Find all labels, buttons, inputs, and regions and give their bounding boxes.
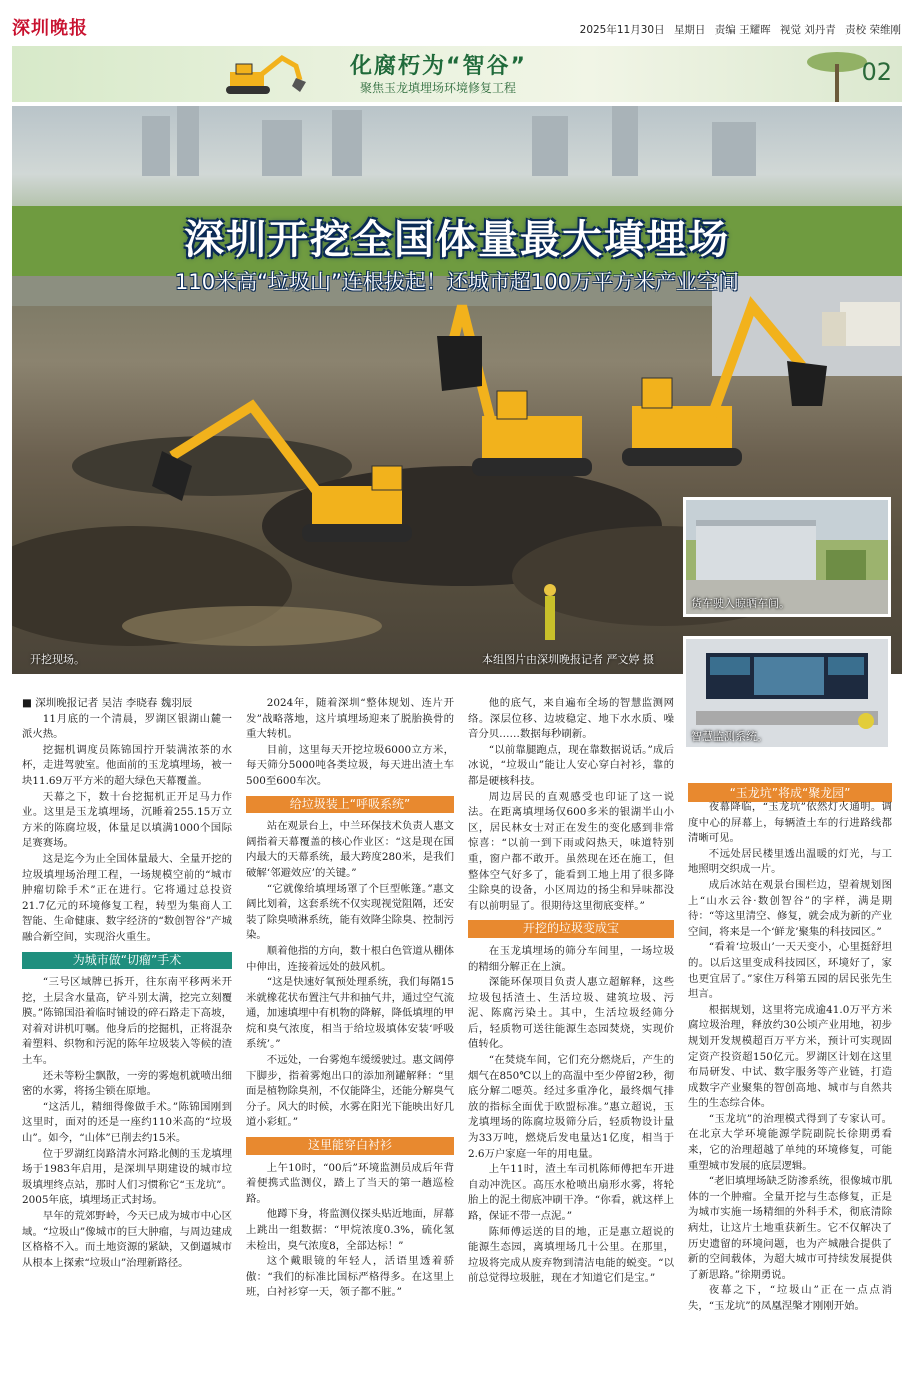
proof-credit: 责校 荣维刚 [845, 24, 901, 36]
paragraph: 天幕之下，数十台挖掘机正开足马力作业。这里是玉龙填埋场，沉睡着255.15万立方米的陈腐垃圾，体量足以填满1000个国际足赛赛场。 [22, 790, 232, 850]
paragraph: 早年的荒郊野岭，今天已成为城市中心区域。“垃圾山”像城市的巨大肿瘤，与周边建成区格格不入。而土地资源的紧缺，又倒逼城市从根本上探索“垃圾山”治理新路径。 [22, 1210, 232, 1269]
page-number: 02 [861, 58, 892, 86]
section-heading: 这里能穿白衬衫 [246, 1137, 454, 1155]
inset-photo-monitoring [683, 636, 891, 750]
section-heading: “玉龙坑”将成“聚龙园” [688, 783, 892, 802]
paragraph: 顺着他指的方向，数十根白色管道从棚体中伸出，连接着远处的鼓风机。 [246, 944, 454, 973]
paragraph: 目前，这里每天开挖垃圾6000立方米，每天筛分5000吨各类垃圾，每天进出渣土车500至600车次。 [246, 743, 454, 787]
masthead [0, 0, 913, 44]
section-heading: 为城市做“切瘤”手术 [22, 952, 232, 970]
paragraph: 上午10时，“00后”环境监测员成后年背着便携式监测仪，踏上了当天的第一趟巡检路。 [246, 1161, 454, 1205]
paragraph: “玉龙坑”的治理模式得到了专家认可。在北京大学环境能源学院副院长徐期勇看来，它的治理超越了单纯的环境修复，可能重塑城市发展的底层逻辑。 [688, 1112, 892, 1172]
section-heading: 开挖的垃圾变成宝 [468, 920, 674, 938]
paragraph: “这是快速好氧预处理系统，我们每隔15米就橡花状布置注气井和抽气井，通过空气流通，加速填埋中有机物的降解，降低填埋的甲烷和臭气浓度，相当于给垃圾填体安装‘呼吸系统’。” [246, 976, 454, 1051]
newspaper-logo: 深圳晚报 [12, 18, 88, 39]
article-column-4 [688, 800, 892, 1315]
inset-caption-workshop: 货车驶入晾晒车间。 [691, 597, 790, 610]
photo-credit: 本组图片由深圳晚报记者 严文婷 摄 [482, 653, 654, 666]
paragraph: “在焚烧车间，它们充分燃烧后，产生的烟气在850℃以上的高温中至少停留2秒，彻底分解二噁英。经过多重净化，最终烟气排放的指标全面优于欧盟标准。”惠立超说，玉龙填埋场的陈腐垃圾筛分后，轻质物设计量为33万吨，燃烧后发电量达1亿度，相当于2.6万户家庭一年的用电量。 [468, 1054, 674, 1160]
headline: 深圳开挖全国体量最大填埋场 [184, 217, 730, 263]
paragraph: 周边居民的直观感受也印证了这一说法。在距离填埋场仅600多米的银湖半山小区，居民林女士对正在发生的变化感到非常惊喜：“以前一到下雨或闷热天，味道特别重，窗户都不敢开。虽然现在还在施工，但整体空气好多了，能看到工地上用了很多降尘除臭的设备，小区周边的扬尘和异味都没有以前明显了。很期待这里彻底变样。” [468, 790, 674, 912]
paragraph: “这活儿，精细得像做手术。”陈锦国刚到这里时，面对的还是一座约110米高的“垃圾山”。如今，“山体”已削去约15米。 [22, 1100, 232, 1145]
paragraph: 站在观景台上，中兰环保技术负责人惠文阔指着天幕覆盖的核心作业区：“这是现在国内最大的天幕系统，最大跨度280米，是我们破解‘邻避效应’的关键。” [246, 820, 454, 879]
visual-credit: 视觉 刘丹青 [779, 24, 836, 36]
paragraph: 他的底气，来自遍布全场的智慧监测网络。深层位移、边坡稳定、地下水水质、噪音分贝……数据每秒刷新。 [468, 697, 674, 741]
section-banner [12, 46, 902, 102]
photo-caption: 开挖现场。 [30, 653, 85, 666]
paragraph: 2024年，随着深圳“整体规划、连片开发”战略落地，这片填埋场迎来了脱胎换骨的重大转机。 [246, 697, 454, 741]
excavator-illustration-icon [222, 52, 312, 98]
byline: ■ 深圳晚报记者 吴洁 李晓春 魏羽辰 [22, 697, 193, 709]
article-column-1 [22, 696, 232, 1271]
paragraph: 还未等粉尘飘散，一旁的雾炮机就喷出细密的水雾，将扬尘锁在原地。 [22, 1069, 232, 1098]
editor-credit: 责编 王耀晖 [714, 24, 771, 36]
paragraph: “看着‘垃圾山’一天天变小，心里挺舒坦的。以后这里变成科技园区，环境好了，家也更宜居了。”家住万科第五园的居民张先生坦言。 [688, 941, 892, 1001]
issue-date: 2025年11月30日 [579, 24, 665, 36]
paragraph: 他蹲下身，将监测仪探头贴近地面，屏幕上跳出一组数据：“甲烷浓度0.3%，硫化氢未检出，臭气浓度8，全部达标！” [246, 1208, 454, 1252]
banner-title: 化腐朽为“智谷” [350, 54, 527, 79]
paragraph: 这是迄今为止全国体量最大、全量开挖的垃圾填埋场治理工程，一场规模空前的“城市肿瘤切除手术”正在进行。它将通过总投资21.7亿元的环境修复工程，转型为集商人工智能、生命健康、数字经济的“数创智谷”产城融合新空间，实现浴火重生。 [22, 852, 232, 943]
paragraph: 深能环保项目负责人惠立超解释，这些垃圾包括渣土、生活垃圾、建筑垃圾、污泥、陈腐污染土。其中，生活垃圾经筛分后，轻质物可送往能源生态园焚烧，实现价值转化。 [468, 976, 674, 1051]
paragraph: 在玉龙填埋场的筛分车间里，一场垃圾的精细分解正在上演。 [468, 944, 674, 973]
paragraph: 根据规划，这里将完成逾41.0万平方米腐垃圾治理，释放约30公顷产业用地，初步规划开发规模超百万平方米，预计可实现固定资产投资超150亿元。罗湖区计划在这里布局研发、中试、数字服务等产业链，打造成数字产业聚集的智创高地、城市与自然共生的生态综合体。 [688, 1003, 892, 1110]
issue-weekday: 星期日 [673, 24, 706, 36]
paragraph: 陈师傅运送的目的地，正是惠立超说的能源生态园，离填埋场几十公里。在那里，垃圾将完成从废弃物到清洁电能的蜕变。“以前总觉得垃圾脏，现在才知道它们是宝。” [468, 1225, 674, 1285]
paragraph: 不远处居民楼里透出温暖的灯光，与工地照明交织成一片。 [688, 847, 892, 876]
inset-caption-monitoring: 智慧监测系统。 [691, 730, 768, 743]
paragraph: 这个戴眼镜的年轻人，活语里透着骄傲：“我们的标准比国标严格得多。在这里上班，白衬衫穿一天，领子都不脏。” [246, 1255, 454, 1299]
article-column-2 [246, 696, 454, 1301]
paragraph: “老旧填埋场缺乏防渗系统，很像城市肌体的一个肿瘤。全量开挖与生态修复，正是为城市实施一场精细的外科手术，彻底清除病灶，让这片土地重获新生。它不仅解决了历史遗留的环境问题，也为产城融合提供了新的空间载体，为超大城市可持续发展提供了新思路。”徐期勇说。 [688, 1175, 892, 1281]
paragraph: 上午11时，渣土车司机陈师傅把车开进自动冲洗区。高压水枪喷出扇形水雾，将轮胎上的泥土彻底冲刷干净。“你看，就这样上路，保证不带一点泥。” [468, 1163, 674, 1222]
article-column-3 [468, 696, 674, 1287]
paragraph: 挖掘机调度员陈锦国拧开装满浓茶的水杯，走进驾驶室。他面前的玉龙填埋场，被一块11.69万平方米的超大绿色天幕覆盖。 [22, 743, 232, 787]
banner-subtitle: 聚焦玉龙填埋场环境修复工程 [360, 81, 517, 95]
paragraph: 11月底的一个清晨，罗湖区银湖山麓一派火热。 [22, 712, 232, 741]
section-heading: 给垃圾装上“呼吸系统” [246, 796, 454, 814]
paragraph: “以前靠腿跑点，现在靠数据说话。”成后冰说，“垃圾山”能让人安心穿白衬衫，靠的都是硬核科技。 [468, 743, 674, 787]
paragraph: 成后冰站在观景台围栏边，望着规划图上“山水云谷·数创智谷”的字样，满是期待：“等这里清空、修复，就会成为新的产业空间，将来是一个‘鲜龙’聚集的科技园区。” [688, 878, 892, 938]
paragraph: “三号区域牌已拆开，往东南平移两米开挖，土层含水量高，铲斗别太满，挖完立刻覆膜。”陈锦国沿着临时铺设的碎石路走下高坡，对着对讲机叮嘱。他身后的挖掘机，正将混杂着塑料、织物和污泥的陈年垃圾装入等候的渣土车。 [22, 976, 232, 1067]
paragraph: 夜幕降临，“玉龙坑”依然灯火通明。调度中心的屏幕上，每辆渣土车的行进路线都清晰可见。 [688, 801, 892, 845]
inset-photo-workshop [683, 497, 891, 617]
paragraph: “它就像给填埋场罩了个巨型帐篷。”惠文阔比划着，这套系统不仅实现视觉阻隔，还安装了除臭喷淋系统，能有效降尘除臭、控制污染。 [246, 882, 454, 942]
paragraph: 不远处，一台雾炮车缓缓驶过。惠文阔停下脚步，指着雾炮出口的添加剂罐解释：“里面是植物除臭剂，不仅能降尘，还能分解臭气分子。风大的时候，水雾在阳光下能映出好几道小彩虹。” [246, 1054, 454, 1129]
paragraph: 夜幕之下，“垃圾山”正在一点点消失，“玉龙坑”的凤凰涅槃才刚刚开始。 [688, 1284, 892, 1312]
paragraph: 位于罗湖红岗路清水河路北侧的玉龙填埋场于1983年启用，是深圳早期建设的城市垃圾填埋终点站，那时人们习惯称它“玉龙坑”。2005年底，填埋场正式封场。 [22, 1147, 232, 1207]
subheadline: 110米高“垃圾山”连根拔起！还城市超100万平方米产业空间 [175, 270, 739, 294]
issue-meta [574, 22, 901, 37]
